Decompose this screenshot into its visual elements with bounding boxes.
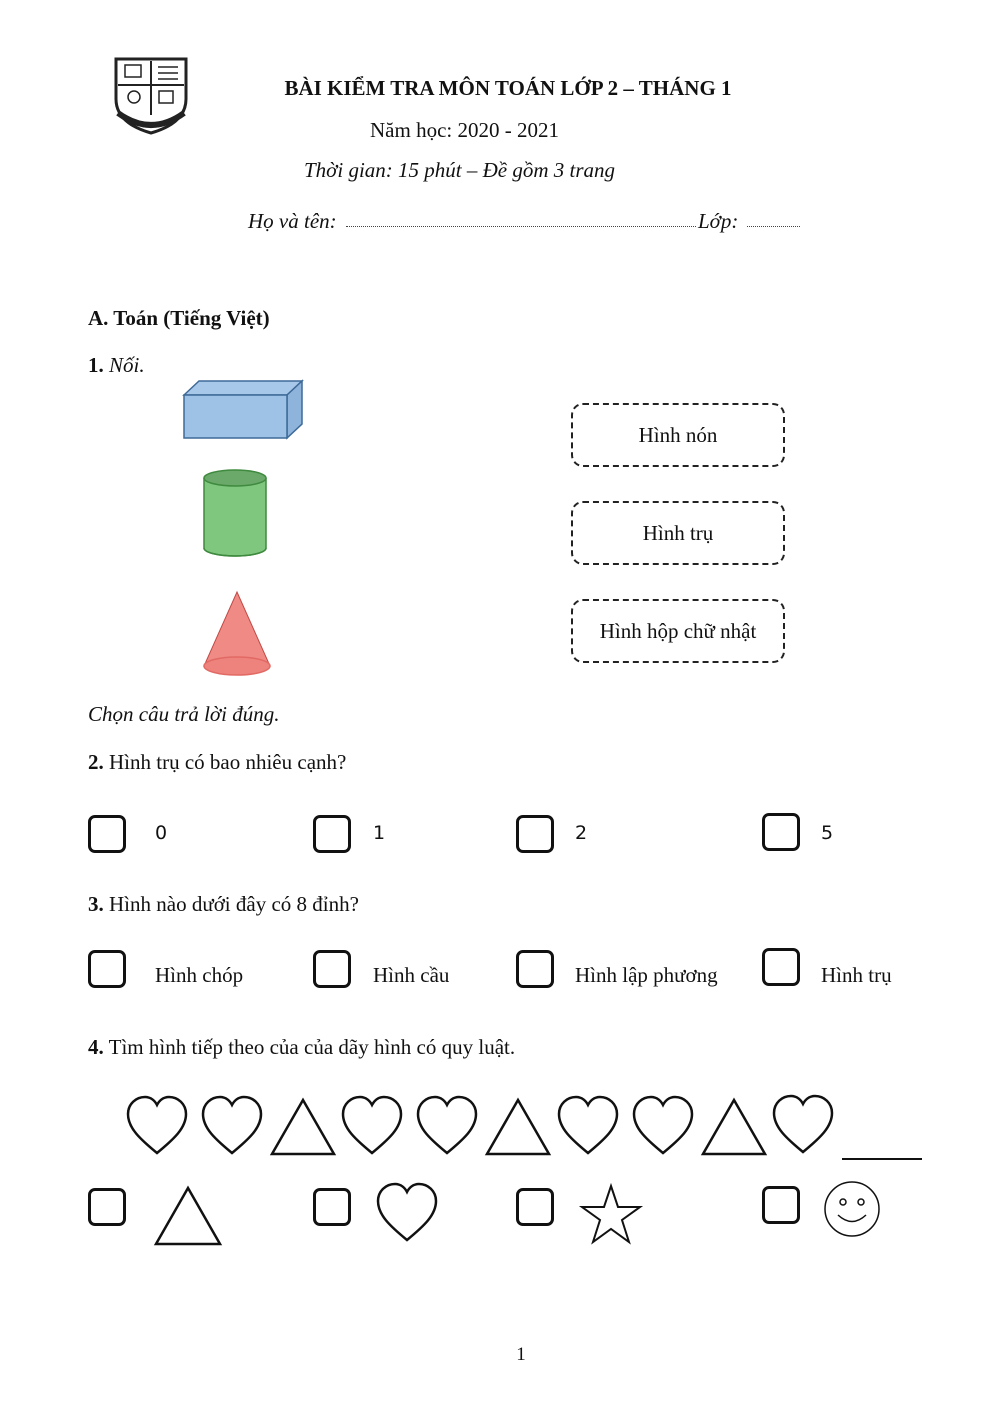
q3-option-c: Hình lập phương [575,963,718,987]
q3-option-b: Hình cầu [373,963,450,987]
q2-checkbox-b[interactable] [313,815,351,853]
box-icon[interactable] [183,380,305,442]
q4-checkbox-d[interactable] [762,1186,800,1224]
q4-text: Tìm hình tiếp theo của của dãy hình có quy luật. [108,1035,516,1059]
label-hinh-non: Hình nón [638,422,718,447]
class-label: Lớp: [698,209,739,233]
q2-option-a: 0 [155,822,168,844]
q3-checkbox-d[interactable] [762,948,800,986]
q4-checkbox-c[interactable] [516,1188,554,1226]
time-info: Thời gian: 15 phút – Đề gồm 3 trang [304,158,616,182]
triangle-icon [701,1098,767,1156]
q3-checkbox-a[interactable] [88,950,126,988]
label-box-rectangular-prism[interactable] [571,599,785,663]
label-hinh-hop-chu-nhat: Hình hộp chữ nhật [599,618,757,643]
q2-checkbox-c[interactable] [516,815,554,853]
section-title: A. Toán (Tiếng Việt) [88,306,270,330]
q4-heading [88,1035,515,1060]
q2-text: Hình trụ có bao nhiêu cạnh? [109,750,347,774]
heart-icon [416,1095,478,1157]
q4-checkbox-b[interactable] [313,1188,351,1226]
triangle-icon [154,1186,222,1246]
heart-icon [557,1095,619,1157]
heart-icon [341,1095,403,1157]
triangle-icon [270,1098,336,1156]
heart-icon [632,1095,694,1157]
heart-icon [375,1182,439,1244]
answer-blank[interactable] [842,1158,922,1160]
q2-heading [88,750,346,775]
choose-instruction: Chọn câu trả lời đúng. [88,702,280,726]
q2-checkbox-d[interactable] [762,813,800,851]
q2-option-d: 5 [821,822,834,844]
label-box-cone[interactable] [571,403,785,467]
q3-number: 3. [88,892,104,916]
cone-icon[interactable] [201,590,273,680]
q2-number: 2. [88,750,104,774]
q3-option-d: Hình trụ [821,963,892,987]
heart-icon [126,1095,188,1157]
q2-checkbox-a[interactable] [88,815,126,853]
heart-icon [201,1095,263,1157]
cylinder-icon[interactable] [202,468,268,558]
q4-number: 4. [88,1035,104,1059]
triangle-icon [485,1098,551,1156]
q1-instruction: Nối. [109,353,145,377]
page-number: 1 [516,1344,526,1365]
smiley-icon [823,1180,881,1238]
exam-title: BÀI KIỂM TRA MÔN TOÁN LỚP 2 – THÁNG 1 [284,76,732,100]
q1-number: 1. [88,353,104,377]
label-hinh-tru: Hình trụ [642,520,714,545]
school-year: Năm học: 2020 - 2021 [370,118,559,142]
name-field[interactable] [346,226,696,227]
label-box-cylinder[interactable] [571,501,785,565]
heart-icon [772,1094,834,1156]
name-label: Họ và tên: [248,209,337,233]
q3-checkbox-c[interactable] [516,950,554,988]
q3-option-a: Hình chóp [155,963,244,987]
q2-option-c: 2 [575,822,588,844]
q2-option-b: 1 [373,822,386,844]
q1-heading [88,353,145,378]
q3-heading [88,892,359,917]
star-icon [580,1184,642,1246]
q4-checkbox-a[interactable] [88,1188,126,1226]
class-field[interactable] [747,226,800,227]
q3-text: Hình nào dưới đây có 8 đỉnh? [109,892,359,916]
q3-checkbox-b[interactable] [313,950,351,988]
